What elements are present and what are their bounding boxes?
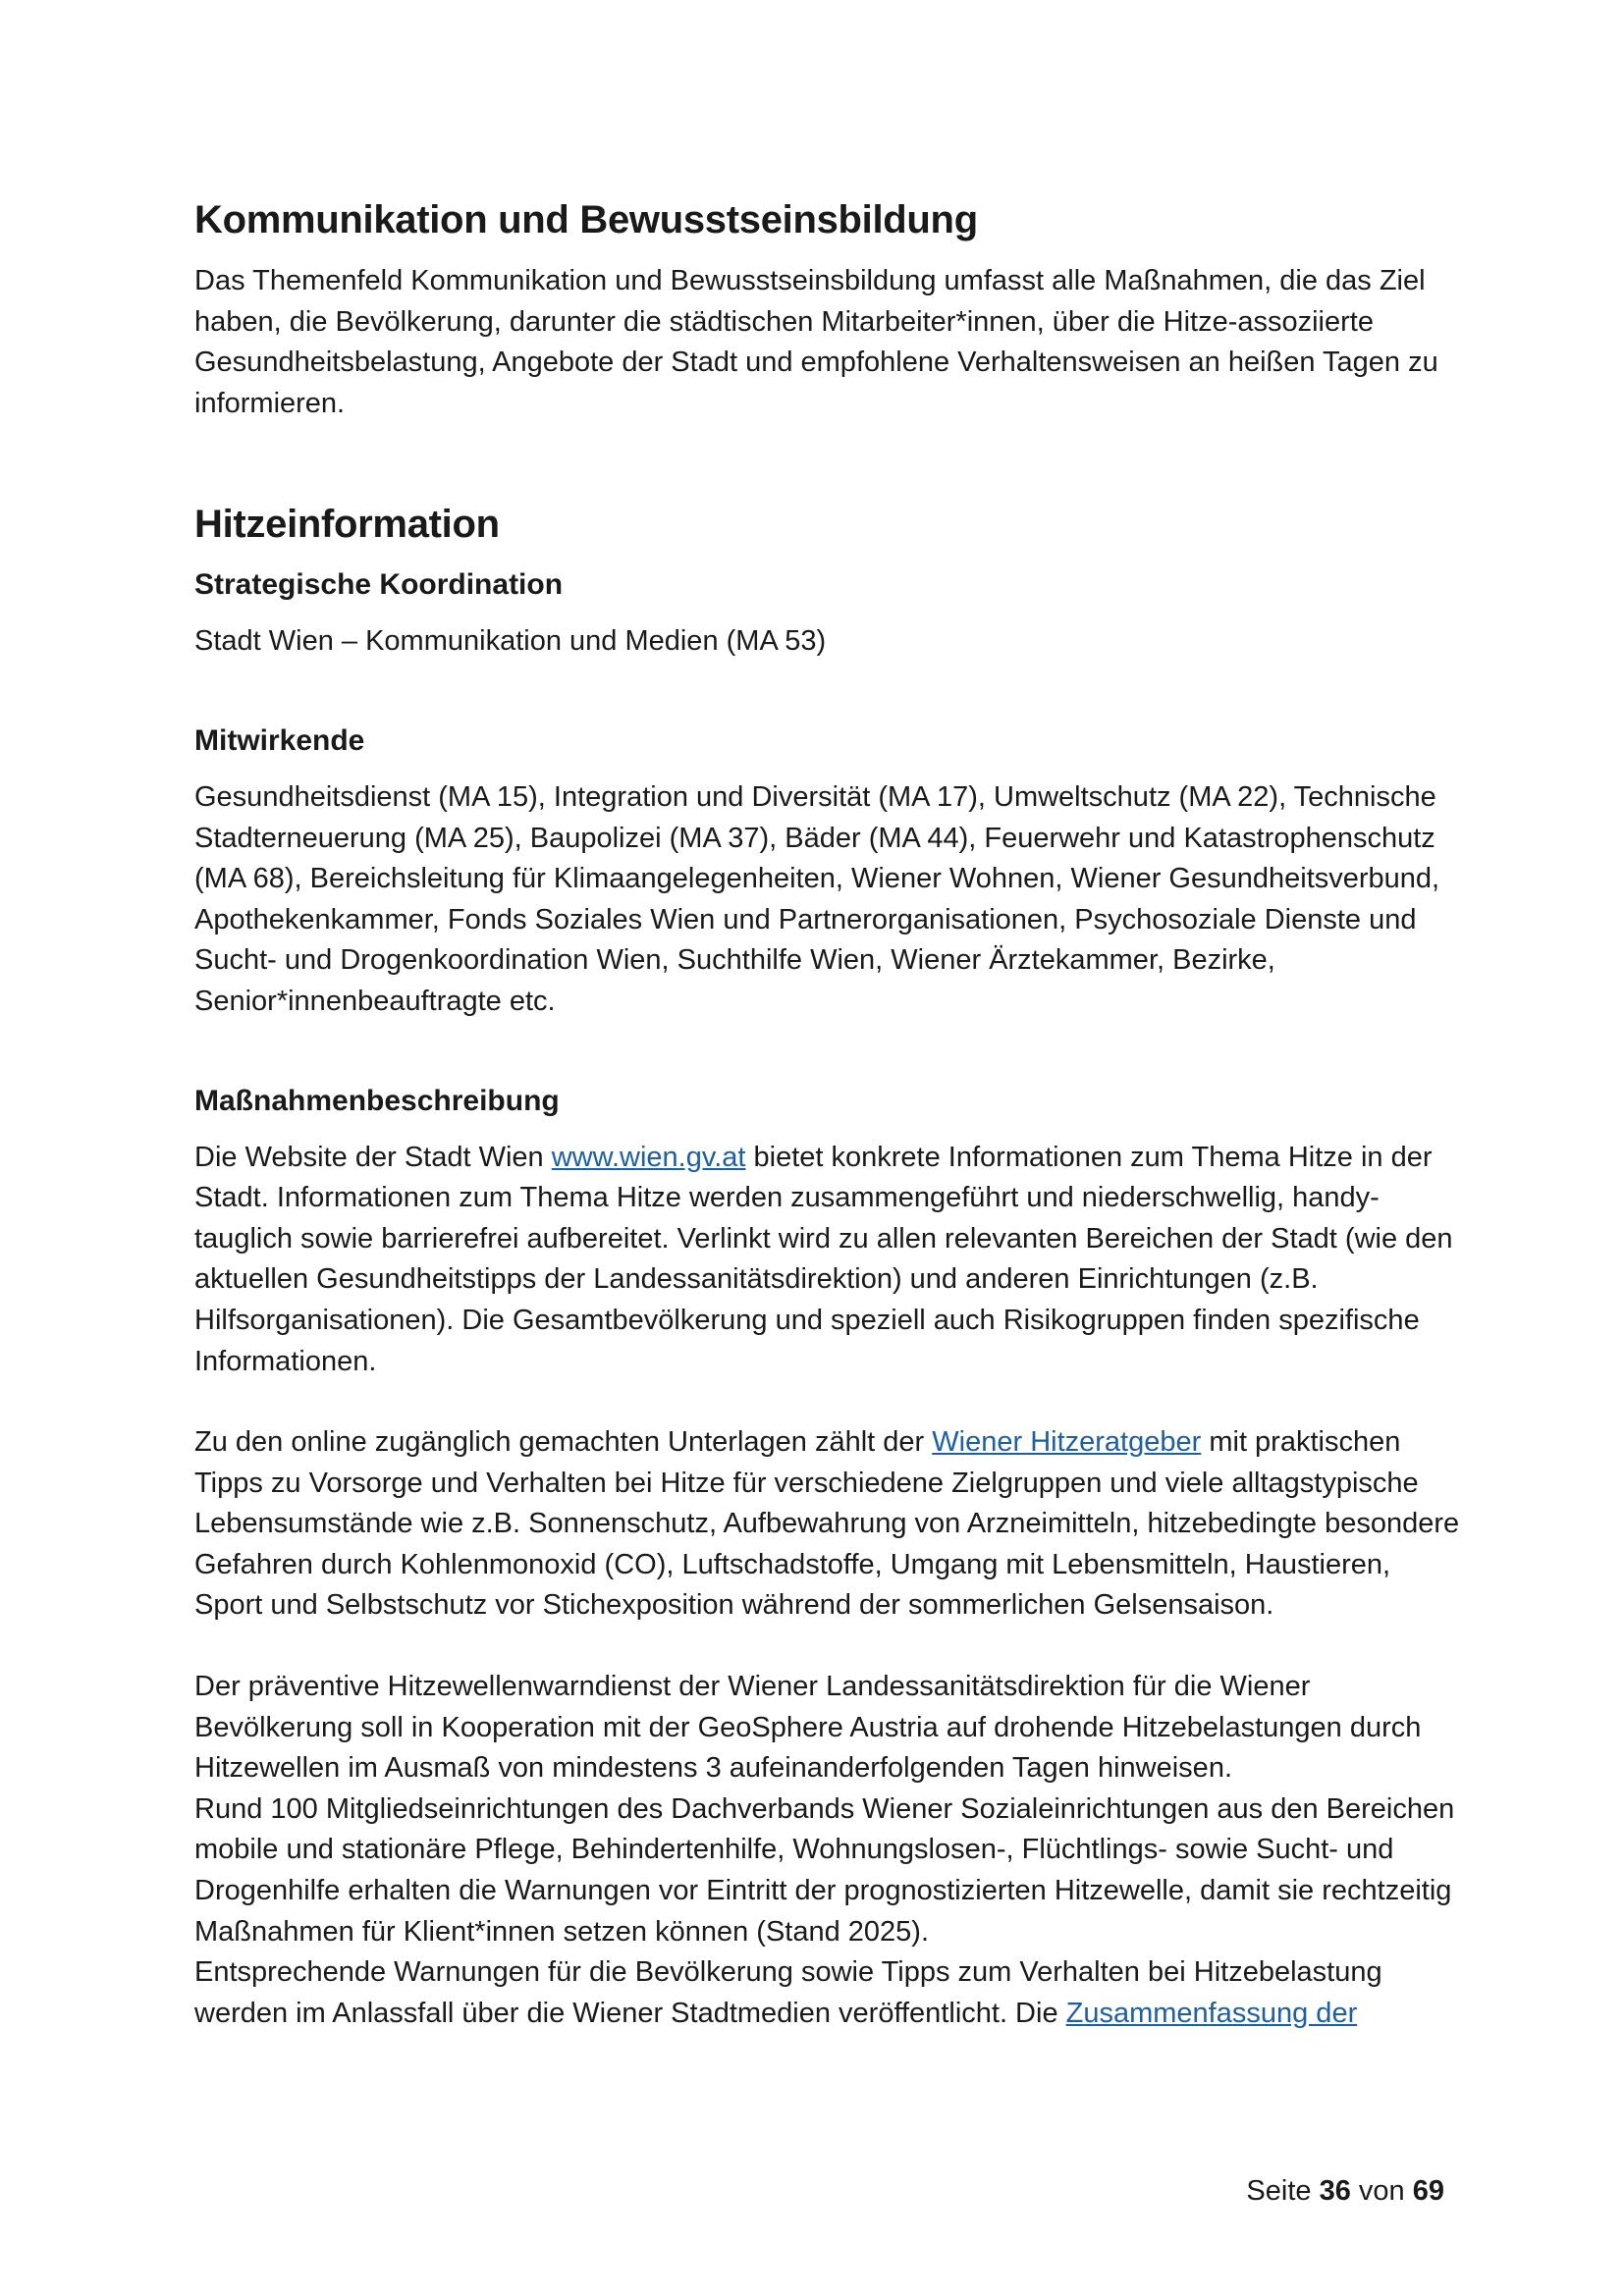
coordination-text: Stadt Wien – Kommunikation und Medien (MA 53) — [194, 625, 827, 658]
wien-website-link[interactable]: www.wien.gv.at — [551, 1141, 746, 1173]
section-heading-hitzeinformation: Hitzeinformation — [194, 503, 500, 547]
paragraph-text: mit praktischen Tipps zu Vorsorge und Verhalten bei Hitze für verschiedene Zielgruppen und viele alltagstypische Lebensumstände wie z.B. Sonnenschutz, Aufbewahrung von Arzneimitteln, hitzebedingte besondere Gefahren durch Kohlenmonoxid (CO), Luftschadstoffe, Umgang mit Lebensmitteln, Haustieren, Sport und Selbstschutz vor Stichexposition während der sommerlichen Gelsensaison. — [194, 1426, 1460, 1622]
contributors-text: Gesundheitsdienst (MA 15), Integration und Diversität (MA 17), Umweltschutz (MA 22), Technische Stadterneuerung (MA 25), Baupolizei (MA 37), Bäder (MA 44), Feuerwehr und Katastrophenschutz (MA 68), Bereichsleitung für Klimaangelegenheiten, Wiener Wohnen, Wiener Gesundheitsverbund, Apothekenkammer, Fonds Soziales Wien und Partnerorganisationen, Psychosoziale Dienste und Sucht- und Drogenkoordination Wien, Suchthilfe Wien, Wiener Ärztekammer, Bezirke, Senior*innenbeauftragte etc. — [194, 780, 1440, 1017]
page-prefix: Seite — [1246, 2175, 1320, 2207]
section-heading-kommunikation: Kommunikation und Bewusstseinsbildung — [194, 198, 978, 241]
zusammenfassung-link[interactable]: Zusammenfassung der — [1065, 1997, 1358, 2029]
page-number — [1246, 2177, 1444, 2206]
contributors-label: Mitwirkende — [194, 723, 365, 757]
description-paragraph-3 — [194, 1667, 1461, 2034]
coordination-label: Strategische Koordination — [194, 568, 564, 602]
section-intro-text: Das Themenfeld Kommunikation und Bewusstseinsbildung umfasst alle Maßnahmen, die das Ziel haben, die Bevölkerung, darunter die städtischen Mitarbeiter*innen, über die Hitze-assoziierte Gesundheitsbelastung, Angebote der Stadt und empfohlene Verhaltensweisen an heißen Tagen zu informieren. — [194, 265, 1438, 419]
hitzeratgeber-link[interactable]: Wiener Hitzeratgeber — [932, 1426, 1202, 1459]
paragraph-text: bietet konkrete Informationen zum Thema Hitze in der Stadt. Informationen zum Thema Hitze werden zusammengeführt und niederschwellig, handy-tauglich sowie barrierefrei aufbereitet. Verlinkt wird zu allen relevanten Bereichen der Stadt (wie den aktuellen Gesundheitstipps der Landessanitätsdirektion) und anderen Einrichtungen (z.B. Hilfsorganisationen). Die Gesamtbevölkerung und speziell auch Risikogruppen finden spezifische Informationen. — [194, 1141, 1453, 1377]
paragraph-text: Zu den online zugänglich gemachten Unterlagen zählt der — [194, 1426, 933, 1459]
total-pages: 69 — [1412, 2175, 1444, 2207]
document-page — [194, 196, 1461, 2034]
paragraph-text: Der präventive Hitzewellenwarndienst der Wiener Landessanitätsdirektion für die Wiener Bevölkerung soll in Kooperation mit der GeoSphere Austria auf drohende Hitzebelastungen durch Hitzewellen im Ausmaß von mindestens 3 aufeinanderfolgenden Tagen hinweisen. — [194, 1671, 1422, 1785]
paragraph-text: Rund 100 Mitgliedseinrichtungen des Dachverbands Wiener Sozialeinrichtungen aus den Bereichen mobile und stationäre Pflege, Behindertenhilfe, Wohnungslosen-, Flüchtlings- sowie Sucht- und Drogenhilfe erhalten die Warnungen vor Eintritt der prognostizierten Hitzewelle, damit sie rechtzeitig Maßnahmen für Klient*innen setzen können (Stand 2025). — [194, 1792, 1455, 1948]
paragraph-text: Die Website der Stadt Wien — [194, 1141, 552, 1173]
description-paragraph-2 — [194, 1422, 1461, 1627]
paragraph-text: Entsprechende Warnungen für die Bevölkerung sowie Tipps zum Verhalten bei Hitzebelastung werden im Anlassfall über die Wiener Stadtmedien veröffentlicht. Die — [194, 1956, 1382, 2029]
current-page: 36 — [1319, 2175, 1351, 2207]
description-label: Maßnahmenbeschreibung — [194, 1084, 560, 1117]
description-paragraph-1 — [194, 1138, 1461, 1383]
page-separator: von — [1350, 2175, 1413, 2207]
